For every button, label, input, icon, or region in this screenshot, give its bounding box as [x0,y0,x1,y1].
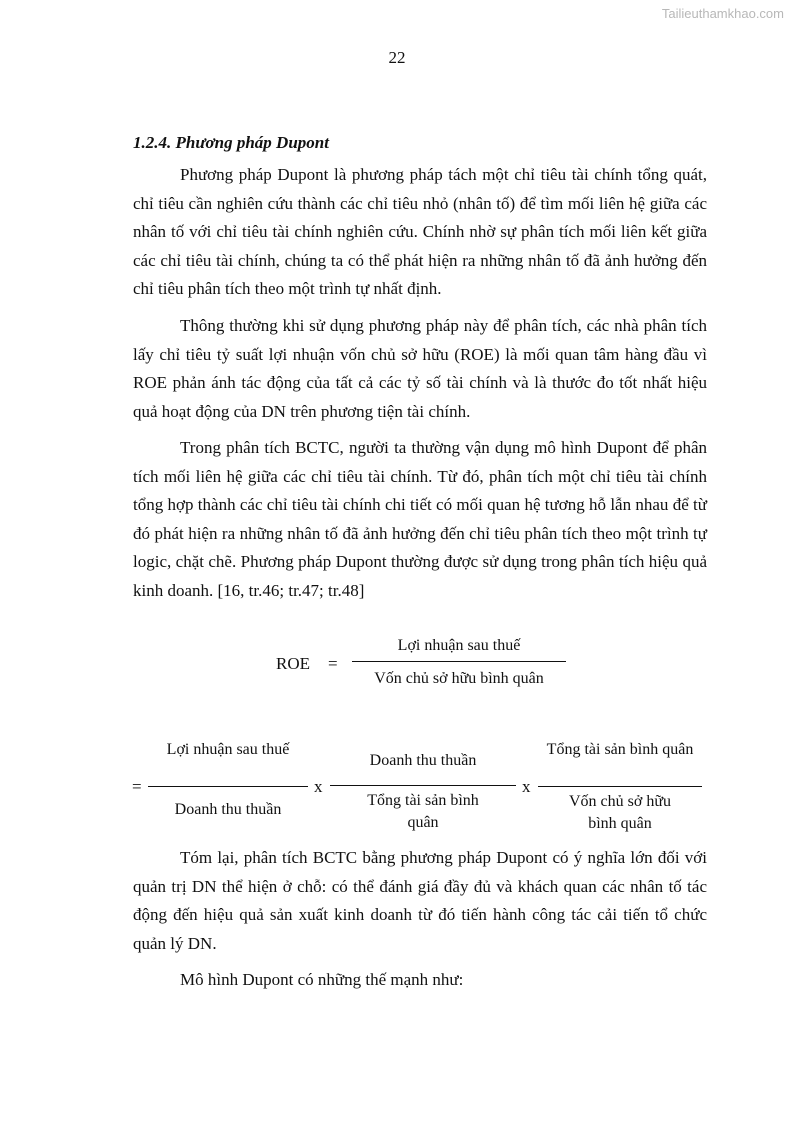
paragraph-1: Phương pháp Dupont là phương pháp tách một chỉ tiêu tài chính tổng quát, chỉ tiêu cần nghiên cứu thành các chỉ tiêu nhỏ (nhân tố) để tìm mối liên hệ giữa các nhân tố với chỉ tiêu tài chính nghiên cứu. Chính nhờ sự phân tích mối liên kết giữa các chỉ tiêu tài chính, chúng ta có thể phát hiện ra những nhân tố đã ảnh hưởng đến chỉ tiêu phân tích theo một trình tự nhất định. [133,165,707,299]
formula-roe-numerator: Lợi nhuận sau thuế [397,637,521,654]
fraction-bar [330,785,516,786]
watermark: Tailieuthamkhao.com [661,6,784,21]
formula-roe-equals: = [328,654,338,673]
factor-2-numerator: Doanh thu thuần [369,752,477,769]
factor-1-fraction [148,739,308,821]
factor-2-denominator: Tổng tài sản bình quân [367,792,479,831]
page-number: 22 [388,48,406,67]
factor-3-fraction [538,739,702,835]
factor-3-denominator: Vốn chủ sở hữu bình quân [568,793,671,832]
paragraph-4: Tóm lại, phân tích BCTC bằng phương pháp Dupont có ý nghĩa lớn đối với quản trị DN thể hiện ở chỗ: có thể đánh giá đầy đủ và khách quan các nhân tố tác động đến hiệu quả sản xuất kinh doanh từ đó tiến hành công tác cải tiến tổ chức quản lý DN. [133,848,707,953]
factor-1-denominator: Doanh thu thuần [174,801,282,818]
formula-roe-lhs: ROE [276,654,310,673]
fraction-bar [352,661,566,662]
formula-roe-denominator: Vốn chủ sở hữu bình quân [374,670,544,687]
paragraph-2: Thông thường khi sử dụng phương pháp này để phân tích, các nhà phân tích lấy chỉ tiêu tỷ suất lợi nhuận vốn chủ sở hữu (ROE) là mối quan tâm hàng đầu vì ROE phản ánh tác động của tất cả các tỷ số tài chính và là thước đo tốt nhất hiệu quả hoạt động của DN trên phương tiện tài chính. [133,316,707,421]
factor-1-numerator: Lợi nhuận sau thuế [166,741,290,758]
factor-2-fraction [330,750,516,834]
times-sign-2: x [522,777,531,796]
times-sign-1: x [314,777,323,796]
paragraph-3: Trong phân tích BCTC, người ta thường vận dụng mô hình Dupont để phân tích mối liên hệ giữa các chỉ tiêu tài chính. Từ đó, phân tích một chỉ tiêu tài chính tổng hợp thành các chỉ tiêu tài chính chi tiết có mối quan hệ tương hỗ lẫn nhau để từ đó phát hiện ra những nhân tố đã ảnh hưởng đến chỉ tiêu phân tích theo một trình tự logic, chặt chẽ. Phương pháp Dupont thường được sử dụng trong phân tích hiệu quả kinh doanh. [16, tr.46; tr.47; tr.48] [133,438,707,600]
fraction-bar [538,786,702,787]
formula-roe-fraction [352,635,566,690]
factor-3-numerator: Tổng tài sản bình quân [546,741,694,758]
paragraph-5: Mô hình Dupont có những thế mạnh như: [180,970,464,989]
section-heading: 1.2.4. Phương pháp Dupont [133,133,329,152]
fraction-bar [148,786,308,787]
formula-dupont-equals: = [132,777,142,796]
